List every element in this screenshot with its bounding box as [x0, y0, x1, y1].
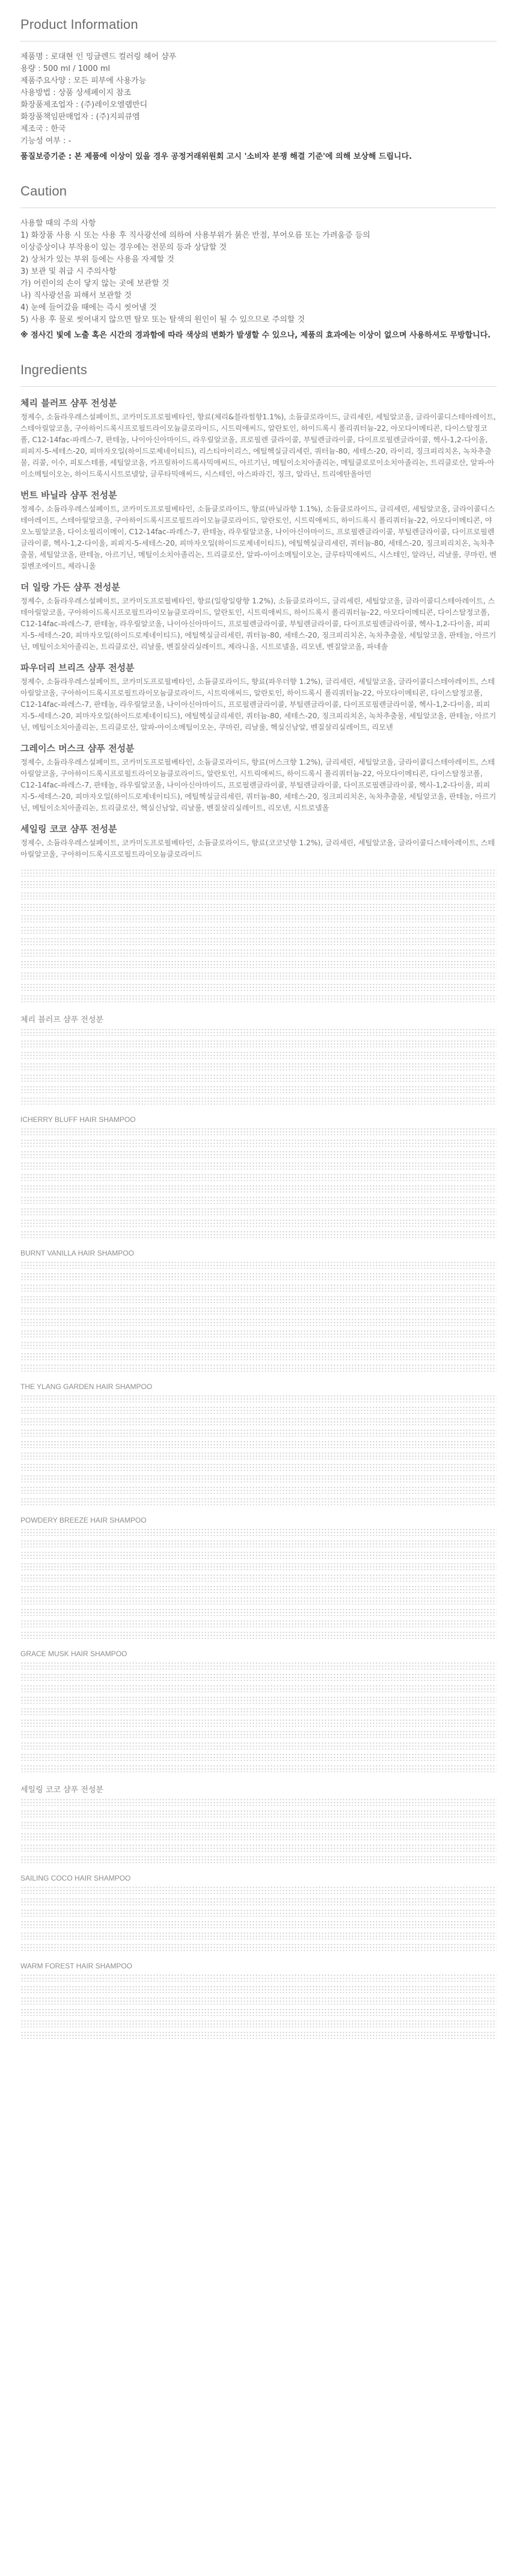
garbled-line [20, 1318, 497, 1326]
garbled-line [20, 1920, 497, 1928]
garbled-line [20, 1150, 497, 1158]
caution-section [0, 175, 517, 354]
garbled-line [20, 1474, 497, 1482]
garbled-line [20, 960, 497, 968]
garbled-line [20, 1742, 497, 1749]
info-line: 제조국 : 한국 [20, 125, 66, 134]
garbled-line [20, 2031, 497, 2039]
garbled-line [20, 1810, 497, 1817]
garbled-line [20, 1330, 497, 1337]
garbled-line [20, 1574, 497, 1582]
garbled-line [20, 1528, 497, 1536]
garbled-line [20, 1886, 497, 1894]
caution-title: Caution [20, 183, 67, 199]
caution-list [20, 218, 497, 326]
garbled-line [20, 1932, 497, 1940]
garbled-section-label: SAILING COCO HAIR SHAMPOO [20, 1874, 131, 1882]
divider [20, 41, 497, 42]
ingredient-entry [20, 488, 497, 572]
caution-line: 5) 사용 후 물로 씻어내지 않으면 탈모 또는 탈색의 원인이 될 수 있으므로 주의할 것 [20, 315, 305, 324]
garbled-line [20, 1440, 497, 1448]
garbled-line [20, 1662, 497, 1669]
garbled-line [20, 1028, 497, 1036]
garbled-line [20, 1684, 497, 1692]
garbled-line [20, 949, 497, 957]
garbled-line [20, 1074, 497, 1082]
ingredient-entry [20, 822, 497, 860]
garbled-line [20, 2020, 497, 2027]
garbled-line [20, 1185, 497, 1192]
color-change-notice: ※ 점사긴 빛에 노출 혹은 시간의 경과함에 따라 색상의 변화가 발생할 수 있으나, 제품의 효과에는 이상이 없으며 사용하셔도 무방합니다. [20, 331, 491, 340]
caution-line: 사용할 때의 주의 사항 [20, 219, 96, 228]
garbled-section-label: BURNT VANILLA HAIR SHAMPOO [20, 1249, 134, 1257]
caution-line: 이상증상이나 부작용이 있는 경우에는 전문의 등과 상담할 것 [20, 243, 227, 252]
garbled-line [20, 1352, 497, 1360]
garbled-line [20, 1597, 497, 1604]
garbled-line [20, 1486, 497, 1494]
garbled-line [20, 937, 497, 945]
product-information-list [20, 51, 497, 147]
garbled-section-label: THE YLANG GARDEN HAIR SHAMPOO [20, 1382, 153, 1391]
garbled-line [20, 914, 497, 922]
info-line: 화장품책임판매업자 : (주)지피큐엠 [20, 112, 140, 122]
garbled-line [20, 1985, 497, 1993]
garbled-line [20, 1608, 497, 1616]
garbled-line [20, 1943, 497, 1951]
garbled-line [20, 1673, 497, 1681]
garbled-line [20, 1619, 497, 1627]
garbled-line [20, 1429, 497, 1437]
garbled-line [20, 1463, 497, 1471]
garbled-line [20, 1452, 497, 1459]
product-information-section [0, 0, 517, 175]
info-line: 기능성 여부 : - [20, 137, 72, 146]
garbled-section-label: 세일링 코코 샴푸 전성분 [20, 1786, 103, 1795]
garbled-line [20, 1406, 497, 1414]
garbled-line [20, 1062, 497, 1070]
garbled-line [20, 1284, 497, 1292]
info-line: 제품명 : 로대현 인 밍글렌드 컬러링 헤어 샴푸 [20, 52, 177, 61]
garbled-line [20, 1497, 497, 1505]
garbled-line [20, 1909, 497, 1917]
ingredient-list-text: 정제수, 소듐라우레스설페이트, 코카미도프로필베타인, 소듐클로라이드, 향료(머스크향 1.2%), 글리세린, 세틸알코올, 글라이콜디스테아레이트, 스테아릴알코올, 구아하이드록시프로필트라이모늄클로라이드, 알란토인, 시트릭애씨드, 하이드록시 폴리쿼터늄-22, 아모다이메티콘, 다이스탈정코폴, C12-14fac-파레스-7, 판테놀, 라우릴알코올, 나이아신아마이드, 프로필렌글라이콜, 부틸렌글라이콜, 다이프로필렌글라이콜, 헥사-1,2-다이올, 피피지-5-세테스-20, 피마자오일(하이드로제네이티드), 에틸헥실글리세린, 쿼터늄-80, 세테스-20, 징크피리치온, 녹차추출물, 세틸알코올, 판테놀, 아르기닌, 메틸이소치아졸리논, 트리클로산, 헥실신남알, 리날룰, 벤질살리실레이트, 리모넨, 시트로넬올 [20, 758, 497, 812]
info-line: 사용방법 : 상품 상세페이지 참조 [20, 88, 132, 97]
garbled-line [20, 1394, 497, 1402]
caution-line: 나) 직사광선을 피해서 보관할 것 [20, 291, 132, 300]
ingredient-product-name: 세일링 코코 샴푸 전성분 [20, 824, 117, 834]
garbled-line [20, 1585, 497, 1593]
garbled-line [20, 1261, 497, 1269]
garbled-line [20, 1307, 497, 1314]
garbled-line [20, 880, 497, 888]
ingredient-product-name: 그레이스 머스크 샴푸 전성분 [20, 743, 135, 754]
garbled-line [20, 1162, 497, 1169]
garbled-line [20, 1097, 497, 1105]
garbled-line [20, 1832, 497, 1840]
garbled-line [20, 1085, 497, 1093]
garbled-section-label: WARM FOREST HAIR SHAMPOO [20, 1962, 133, 1970]
garbled-line [20, 1207, 497, 1215]
garbled-line [20, 926, 497, 934]
garbled-line [20, 1997, 497, 2004]
garbled-line [20, 972, 497, 979]
garbled-line [20, 903, 497, 911]
info-line: 화장품제조업자 : (주)레이오엘랩반디 [20, 100, 148, 109]
divider [20, 386, 497, 387]
garbled-line [20, 1196, 497, 1204]
garbled-section-label: ICHERRY BLUFF HAIR SHAMPOO [20, 1115, 136, 1124]
caution-line: 가) 어린이의 손이 닿지 않는 곳에 보관할 것 [20, 279, 170, 288]
garbled-section-label: 체리 블러프 샴푸 전성분 [20, 1015, 103, 1025]
ingredient-entry [20, 581, 497, 653]
ingredient-list-text: 정제수, 소듐라우레스설페이트, 코카미도프로필베타인, 향료(체리&블라썸향1.1%), 소듐클로라이드, 글리세린, 세틸알코올, 글라이콜디스테아레이트, 스테아릴알코올, 구아하이드록시프로필트라이모늄클로라이드, 시트릭애씨드, 알란토인, 하이드록시 폴리쿼터늄-22, 아모다이메티콘, 다이스탈정코폴, C12-14fac-파레스-7, 판테놀, 나이아신아마이드, 라우릴알코올, 프로필렌 클라이콜, 부틸렌글라이콜, 다이프로필렌글라이콜, 헥사-1,2-다이올, 피피지-5-세테스-20, 피마자오일(하이드로제네이티드), 리스티아이리스, 에틸헥실글리세린, 쿼터늄-80, 세테스-20, 라이리, 징크피리치온, 녹차추출물, 리콜, 이수, 피토스테롤, 세틸알코올, 카프릴하이드록사믹애씨드, 아르기닌, 메틸이소치아졸리논, 메틸클로로이소치아졸리논, 트리클로산, 알파-아이소메틸이오논, 하이드록시시트로넬알, 글루타믹애씨드, 시스테인, 아스파라긴, 징크, 알라닌, 트리에탄올아민 [20, 413, 496, 478]
ingredient-entry [20, 396, 497, 480]
garbled-line [20, 1696, 497, 1704]
garbled-line [20, 1040, 497, 1047]
info-line: 제품주요사양 : 모든 피부에 사용가능 [20, 76, 147, 85]
garbled-line [20, 1127, 497, 1135]
garbled-line [20, 1798, 497, 1806]
garbled-line [20, 1219, 497, 1227]
garbled-line [20, 1139, 497, 1147]
ingredient-list-text: 정제수, 소듐라우레스설페이트, 코카미도프로필베타인, 향료(일랑일랑향 1.2%), 소듐클로라이드, 글리세린, 세틸알코올, 글라이콜디스테아레이트, 스테아릴알코올, 구아하이드록시프로필트라이모늄클로라이드, 알란토인, 시트릭애씨드, 하이드록시 폴리쿼터늄-22, 아모다이메티콘, 다이스탈정코폴, C12-14fac-파레스-7, 판테놀, 라우릴알코올, 나이아신아마이드, 프로필렌글라이콜, 부틸렌글라이콜, 다이프로필렌글라이콜, 헥사-1,2-다이올, 피피지-5-세테스-20, 피마자오일(하이드로제네이티드), 에틸헥실글리세린, 쿼터늄-80, 세테스-20, 징크피리치온, 녹차추출물, 세틸알코올, 판테놀, 아르기닌, 메틸이소치아졸리논, 트리클로산, 리날룰, 벤질살리실레이트, 제라니올, 시트로넬올, 리모넨, 벤질알코올, 파네솔 [20, 597, 497, 651]
product-information-title: Product Information [20, 17, 138, 32]
ingredient-product-name: 더 일랑 가든 샴푸 전성분 [20, 582, 120, 593]
ingredient-list-text: 정제수, 소듐라우레스설페이트, 코카미도프로필베타인, 소듐클로라이드, 향료(바닐라향 1.1%), 소듐클로라이드, 글리세린, 세틸알코올, 글라이콜디스테아레이트, 스테아릴알코올, 구아하이드록시프로필트라이모늄클로라이드, 알란토인, 시트릭애씨드, 하이드록시 폴리쿼터늄-22, 아모다이메티콘, 야오노필알코올, 다이소필리이메이, C12-14fac-파레스-7, 판테놀, 라우릴알코올, 나이아신아마이드, 프로필렌글라이콜, 부틸렌글라이콜, 다이프로필렌글라이콜, 헥사-1,2-다이올, 피피지-5-세테스-20, 피마자오일(하이드로제네이티드), 에틸헥실글리세린, 쿼터늄-80, 세테스-20, 징크피리치온, 녹차추출물, 세틸알코올, 판테놀, 아르기닌, 메틸이소치아졸리논, 트리클로산, 알파-아이소메틸이오논, 글루타믹애씨드, 시스테인, 알라닌, 리날룰, 쿠마린, 벤질벤조에이트, 제라니올 [20, 505, 497, 570]
garbled-line [20, 1897, 497, 1905]
ingredient-entry [20, 661, 497, 733]
ingredient-product-name: 파우더리 브리즈 샴푸 전성분 [20, 662, 135, 673]
garbled-line [20, 1844, 497, 1852]
garbled-section-label: GRACE MUSK HAIR SHAMPOO [20, 1650, 127, 1658]
garbled-line [20, 1855, 497, 1863]
garbled-line [20, 869, 497, 877]
garbled-text-region [20, 869, 497, 2039]
ingredient-product-name: 번트 바닐라 샴푸 전성분 [20, 490, 117, 501]
garbled-line [20, 1562, 497, 1570]
garbled-line [20, 994, 497, 1002]
ingredients-section [0, 354, 517, 2054]
ingredients-title: Ingredients [20, 362, 88, 377]
caution-line: 4) 눈에 들어갔을 때에는 즉시 씻어낼 것 [20, 303, 157, 312]
garbled-line [20, 1551, 497, 1559]
garbled-line [20, 1173, 497, 1181]
caution-line: 3) 보관 및 취급 시 주의사항 [20, 267, 117, 276]
garbled-line [20, 1295, 497, 1303]
caution-line: 1) 화장품 사용 시 또는 사용 후 직사광선에 의하여 사용부위가 붉은 반점, 부어오름 또는 가려움증 등의 [20, 231, 370, 240]
ingredient-entry [20, 742, 497, 814]
garbled-line [20, 892, 497, 899]
garbled-line [20, 2008, 497, 2016]
garbled-line [20, 1417, 497, 1425]
garbled-section-label: POWDERY BREEZE HAIR SHAMPOO [20, 1516, 147, 1524]
garbled-line [20, 1539, 497, 1547]
caution-line: 2) 상처가 있는 부위 등에는 사용을 자제할 것 [20, 255, 174, 264]
garbled-line [20, 1272, 497, 1280]
garbled-line [20, 1341, 497, 1349]
ingredient-list-text: 정제수, 소듐라우레스설페이트, 코카미도프로필베타인, 소듐클로라이드, 향료(파우더향 1.2%), 글리세린, 세틸알코올, 글라이콜디스테아레이트, 스테아릴알코올, 구아하이드록시프로필트라이모늄클로라이드, 시트릭애씨드, 알란토인, 하이드록시 폴리쿼터늄-22, 아모다이메티콘, 다이스탈정코폴, C12-14fac-파레스-7, 판테놀, 라우릴알코올, 나이아신아마이드, 프로필렌글라이콜, 부틸렌글라이콜, 다이프로필렌글라이콜, 헥사-1,2-다이올, 피피지-5-세테스-20, 피마자오일(하이드로제네이티드), 에틸헥실글리세린, 쿼터늄-80, 세테스-20, 징크피리치온, 녹차추출물, 세틸알코올, 판테놀, 아르기닌, 메틸이소치아졸리논, 트리클로산, 알파-아이소메틸이오논, 쿠마린, 리날룰, 헥실신남알, 벤질살리실레이트, 리모넨 [20, 677, 497, 732]
garbled-line [20, 1753, 497, 1761]
garbled-line [20, 1730, 497, 1738]
info-line: 용량 : 500 ml / 1000 ml [20, 64, 111, 73]
ingredient-product-name: 체리 블러프 샴푸 전성분 [20, 398, 117, 408]
garbled-line [20, 1631, 497, 1639]
garbled-line [20, 1974, 497, 1982]
garbled-line [20, 1719, 497, 1727]
garbled-line [20, 1764, 497, 1772]
ingredient-list-text: 정제수, 소듐라우레스설페이트, 코카미도프로필베타인, 소듐클로라이드, 향료(코코넛향 1.2%), 글리세린, 세틸알코올, 글라이콜디스테아레이트, 스테아릴알코올, 구아하이드록시프로필트라이모늄클로라이드 [20, 839, 495, 858]
garbled-line [20, 1230, 497, 1238]
garbled-line [20, 1364, 497, 1372]
quality-guarantee-notice: 품질보증기준 : 본 제품에 이상이 있을 경우 공정거래위원회 고시 '소비자 분쟁 해결 기준'에 의해 보상해 드립니다. [20, 152, 412, 161]
garbled-line [20, 1051, 497, 1059]
garbled-line [20, 1707, 497, 1715]
garbled-line [20, 1821, 497, 1829]
garbled-line [20, 983, 497, 991]
